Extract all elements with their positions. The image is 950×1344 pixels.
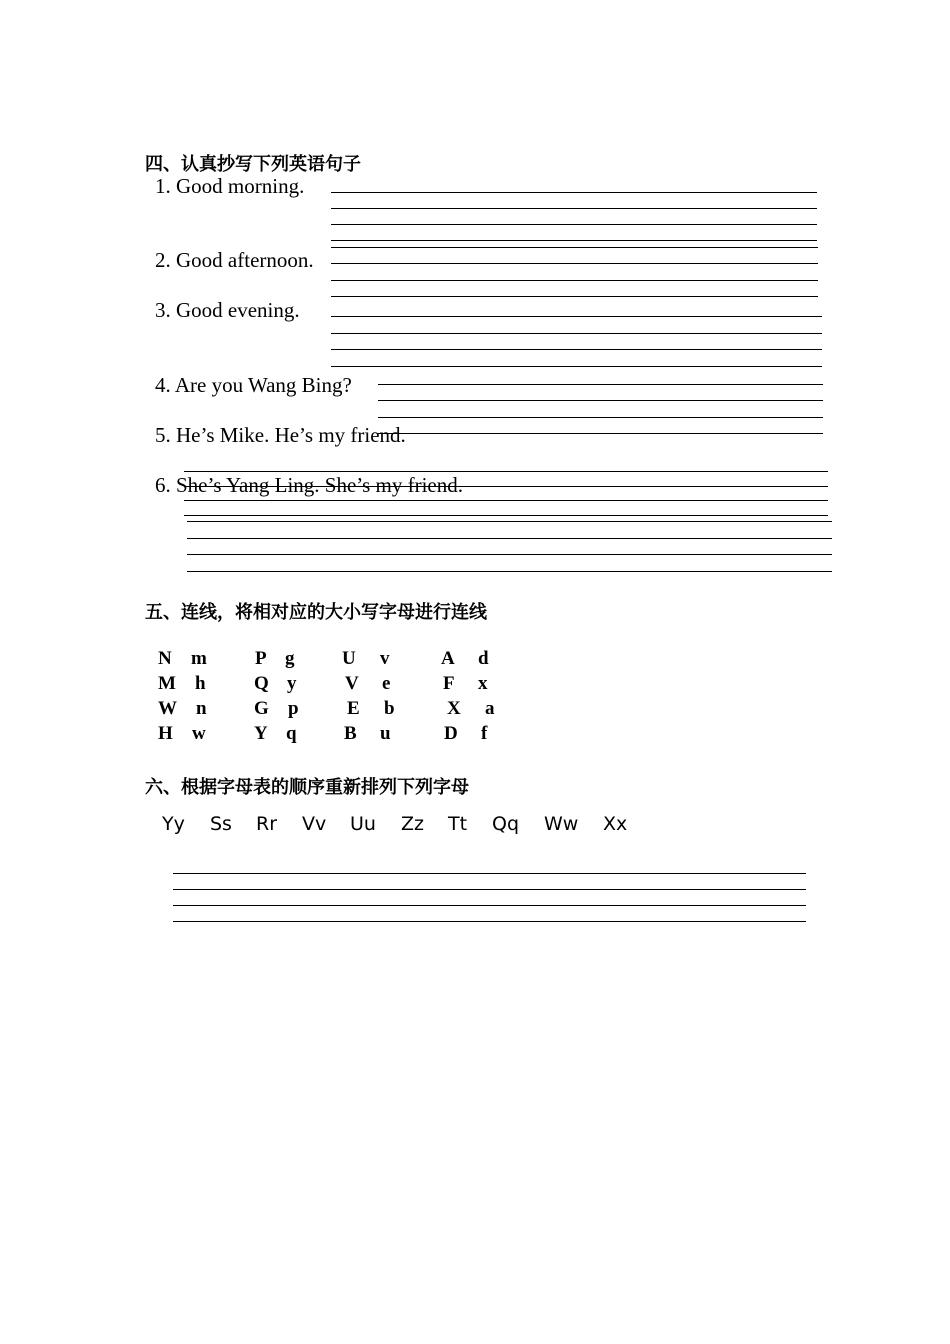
writing-line — [187, 554, 832, 555]
letter-pair[interactable] — [158, 648, 228, 672]
writing-line — [173, 921, 806, 922]
writing-line — [331, 263, 818, 264]
letter-item: Ww — [544, 813, 579, 835]
sentence-4: 4. Are you Wang Bing? — [155, 373, 352, 397]
letter-pair[interactable] — [347, 698, 417, 722]
letter-item: Tt — [448, 813, 468, 835]
writing-line — [187, 521, 832, 522]
lowercase-letter: n — [196, 698, 207, 719]
uppercase-letter: P — [255, 648, 267, 669]
writing-line — [173, 905, 806, 906]
writing-line — [184, 486, 828, 487]
lowercase-letter: g — [285, 648, 295, 669]
lowercase-letter: x — [478, 673, 488, 694]
uppercase-letter: W — [158, 698, 177, 719]
lowercase-letter: y — [287, 673, 297, 694]
lowercase-letter: q — [286, 723, 297, 744]
letter-pair[interactable] — [254, 673, 324, 697]
letter-pair[interactable] — [158, 723, 228, 747]
letter-item: Rr — [256, 813, 278, 835]
uppercase-letter: B — [344, 723, 357, 744]
lowercase-letter: f — [481, 723, 488, 744]
writing-line — [378, 417, 823, 418]
writing-line — [331, 316, 822, 317]
letter-item: Qq — [492, 813, 520, 835]
uppercase-letter: U — [342, 648, 356, 669]
writing-line — [331, 296, 818, 297]
sentence-1: 1. Good morning. — [155, 174, 305, 198]
uppercase-letter: N — [158, 648, 172, 669]
letter-item: Uu — [350, 813, 376, 835]
writing-line — [331, 349, 822, 350]
letter-pair[interactable] — [447, 698, 517, 722]
uppercase-letter: G — [254, 698, 269, 719]
uppercase-letter: F — [443, 673, 455, 694]
letter-pair[interactable] — [254, 698, 324, 722]
letter-item: Xx — [603, 813, 628, 835]
letter-item: Ss — [210, 813, 232, 835]
writing-line — [331, 333, 822, 334]
lowercase-letter: b — [384, 698, 395, 719]
letter-pair[interactable] — [158, 673, 228, 697]
uppercase-letter: A — [441, 648, 455, 669]
letter-pair[interactable] — [441, 648, 511, 672]
writing-line — [173, 889, 806, 890]
lowercase-letter: u — [380, 723, 391, 744]
sentence-5: 5. He’s Mike. He’s my friend. — [155, 423, 406, 447]
writing-line — [331, 366, 822, 367]
letter-item: Yy — [162, 813, 185, 835]
writing-line — [184, 471, 828, 472]
section-4-heading: 四、认真抄写下列英语句子 — [145, 154, 361, 175]
uppercase-letter: Q — [254, 673, 269, 694]
writing-line — [184, 500, 828, 501]
letter-pair[interactable] — [255, 648, 325, 672]
lowercase-letter: v — [380, 648, 390, 669]
letter-pair[interactable] — [158, 698, 228, 722]
letter-item: Zz — [401, 813, 424, 835]
sentence-2: 2. Good afternoon. — [155, 248, 314, 272]
lowercase-letter: h — [195, 673, 206, 694]
writing-line — [378, 400, 823, 401]
uppercase-letter: H — [158, 723, 173, 744]
writing-line — [378, 433, 823, 434]
letter-pair[interactable] — [345, 673, 415, 697]
lowercase-letter: w — [192, 723, 206, 744]
sentence-6: 6. She’s Yang Ling. She’s my friend. — [155, 473, 464, 497]
lowercase-letter: e — [382, 673, 391, 694]
writing-line — [331, 247, 818, 248]
writing-line — [331, 224, 817, 225]
writing-line — [187, 571, 832, 572]
writing-line — [173, 873, 806, 874]
uppercase-letter: Y — [254, 723, 268, 744]
uppercase-letter: V — [345, 673, 359, 694]
lowercase-letter: a — [485, 698, 495, 719]
letter-pair[interactable] — [254, 723, 324, 747]
lowercase-letter: p — [288, 698, 299, 719]
letter-item: Vv — [302, 813, 327, 835]
writing-line — [331, 208, 817, 209]
section-6-heading: 六、根据字母表的顺序重新排列下列字母 — [145, 777, 469, 798]
letter-pair[interactable] — [444, 723, 514, 747]
sentence-3: 3. Good evening. — [155, 298, 300, 322]
section-5-heading: 五、连线，将相对应的大小写字母进行连线 — [145, 602, 487, 623]
writing-line — [184, 515, 828, 516]
lowercase-letter: m — [191, 648, 207, 669]
writing-line — [378, 384, 823, 385]
uppercase-letter: M — [158, 673, 176, 694]
letter-pair[interactable] — [344, 723, 414, 747]
writing-line — [331, 192, 817, 193]
letter-pair[interactable] — [342, 648, 412, 672]
writing-line — [331, 280, 818, 281]
writing-line — [331, 240, 817, 241]
writing-line — [187, 538, 832, 539]
letter-pair[interactable] — [443, 673, 513, 697]
uppercase-letter: E — [347, 698, 360, 719]
uppercase-letter: X — [447, 698, 461, 719]
lowercase-letter: d — [478, 648, 489, 669]
uppercase-letter: D — [444, 723, 458, 744]
